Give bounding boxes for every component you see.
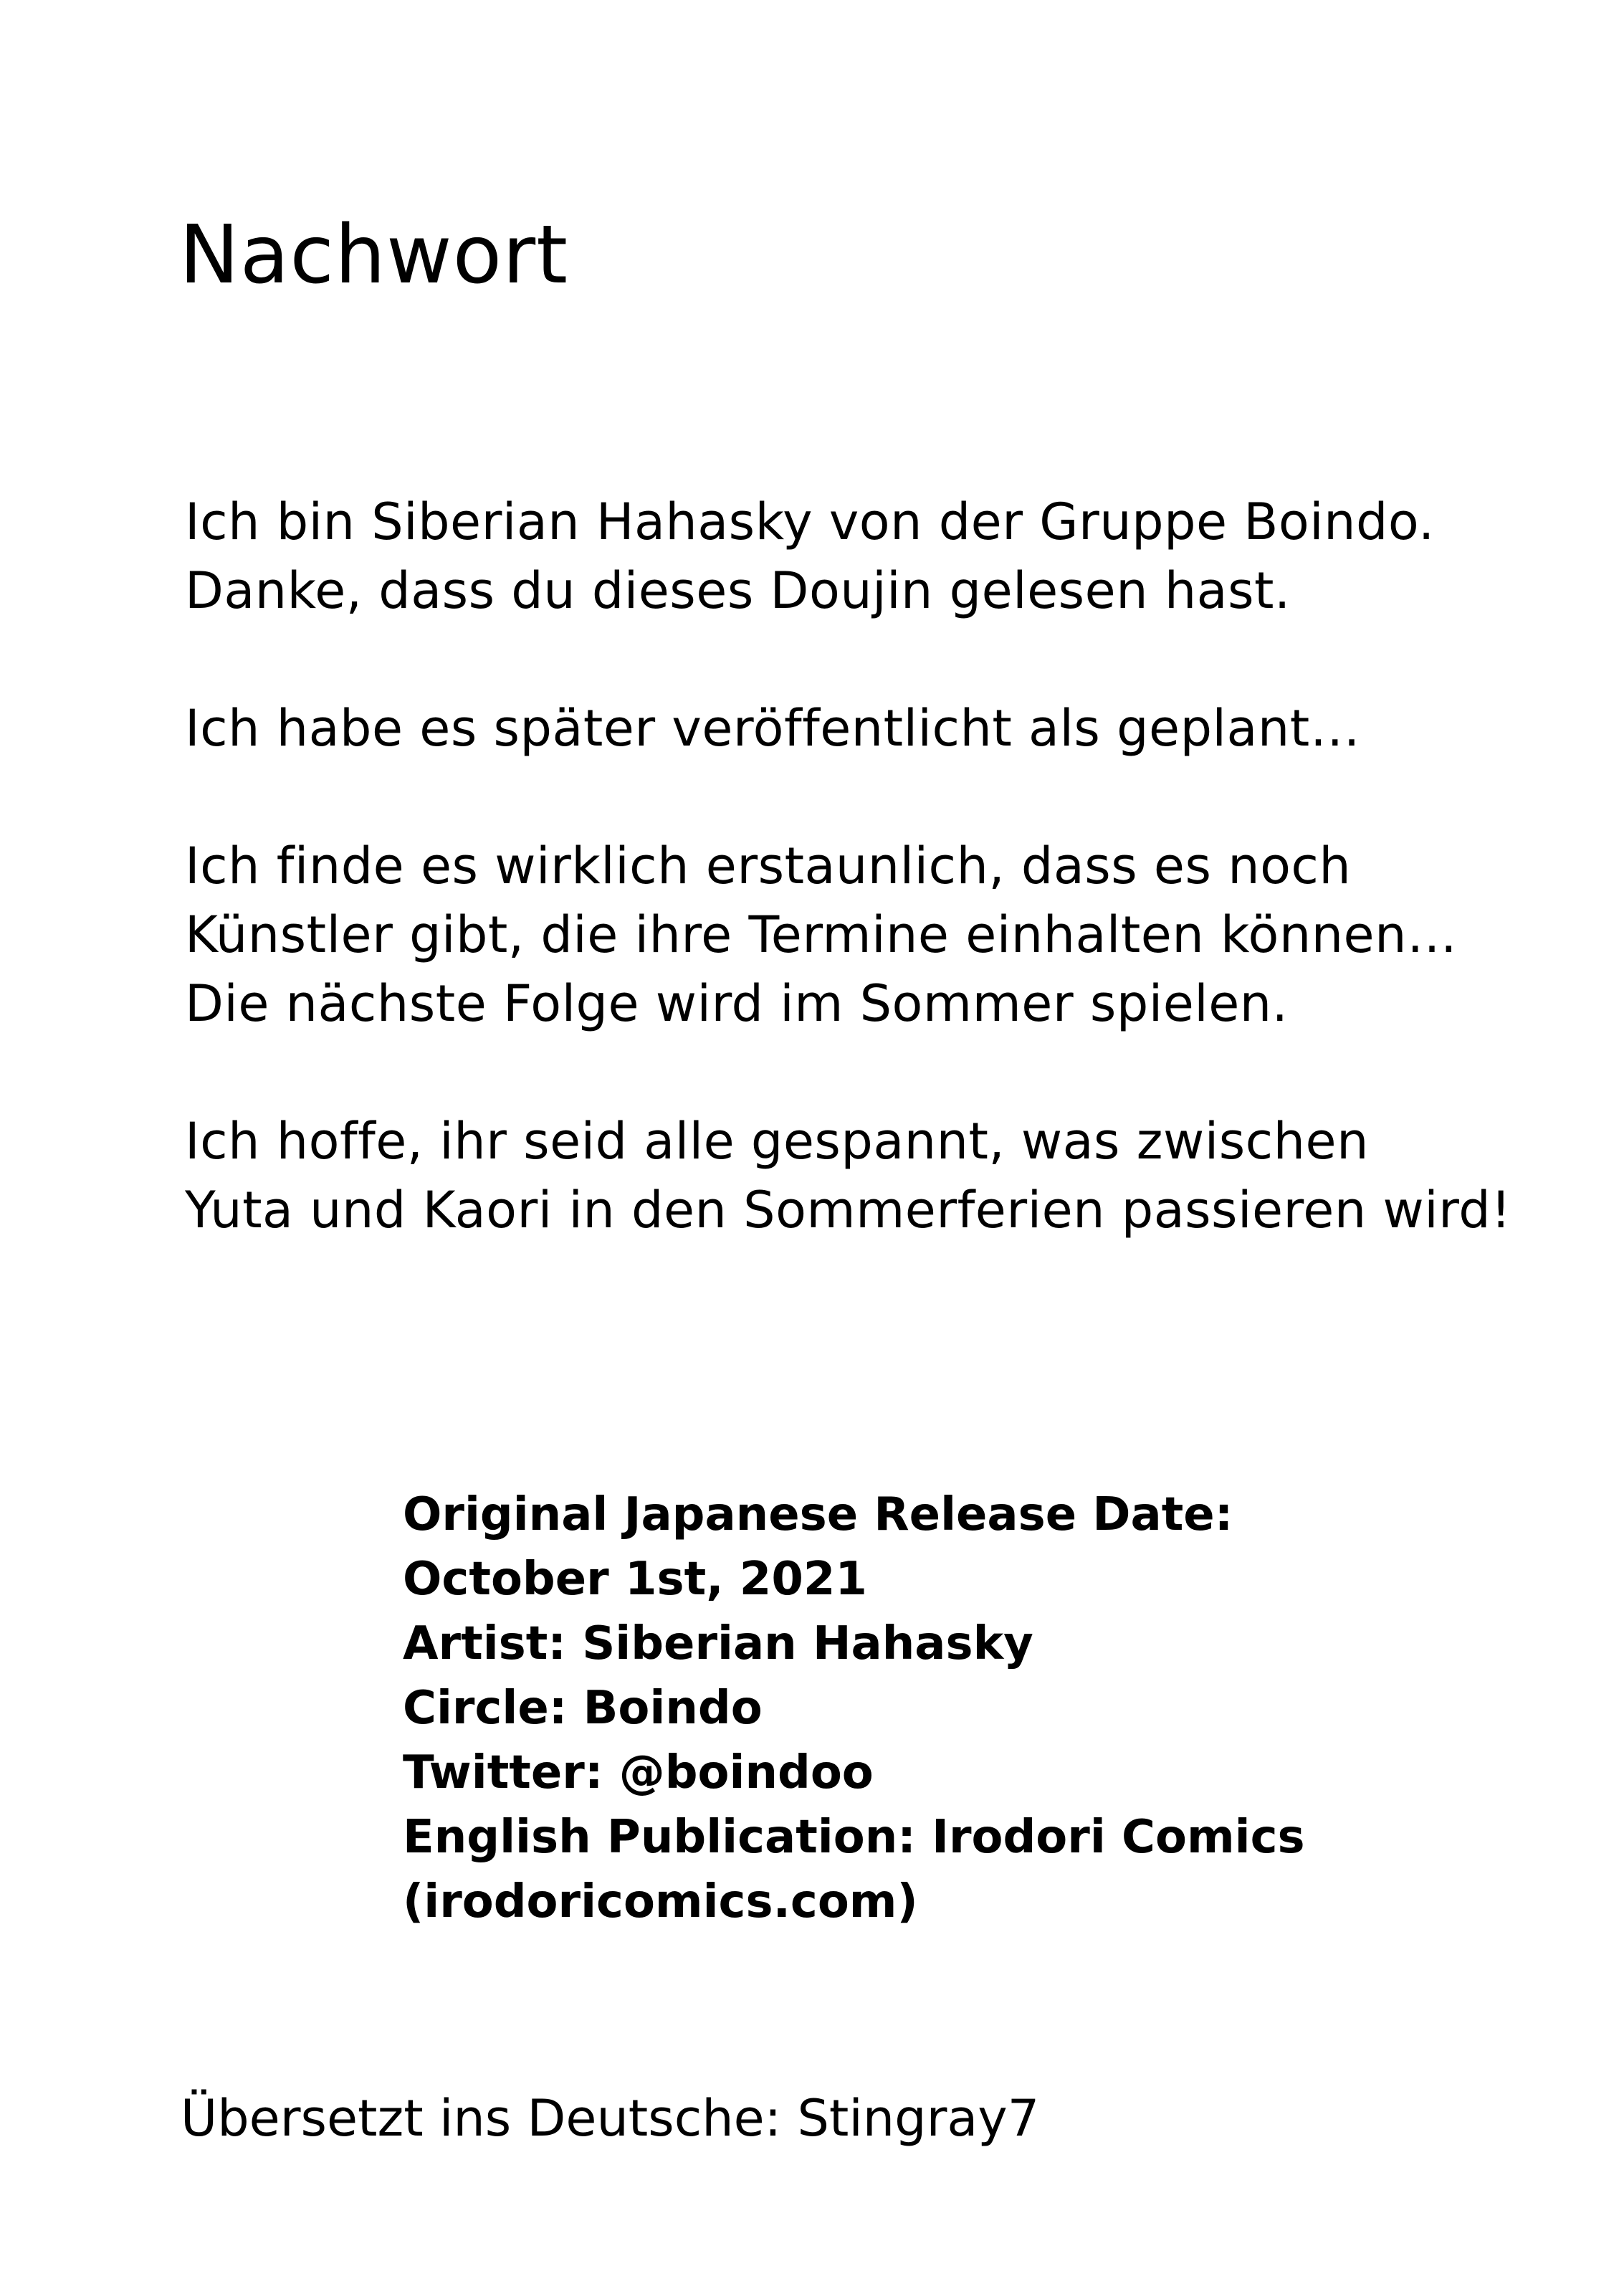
- paragraph-release-note: [185, 694, 1547, 763]
- credit-circle: Circle: Boindo: [403, 1682, 763, 1735]
- publication-credits: [403, 1482, 1305, 1934]
- paragraph-deadlines: [185, 832, 1547, 1038]
- text-line: Die nächste Folge wird im Sommer spielen.: [185, 974, 1289, 1033]
- text-line: Yuta und Kaori in den Sommerferien passieren wird!: [185, 1181, 1511, 1239]
- text-line: Ich hoffe, ihr seid alle gespannt, was zwischen: [185, 1112, 1369, 1171]
- paragraph-intro: [185, 487, 1547, 625]
- text-line: Ich habe es später veröffentlicht als geplant…: [185, 699, 1361, 758]
- credit-release-date: October 1st, 2021: [403, 1553, 867, 1606]
- credit-artist: Artist: Siberian Hahasky: [403, 1617, 1033, 1670]
- paragraph-outlook: [185, 1107, 1547, 1244]
- credit-twitter: Twitter: @boindoo: [403, 1746, 874, 1799]
- credit-website: (irodoricomics.com): [403, 1875, 918, 1928]
- text-line: Ich bin Siberian Hahasky von der Gruppe Boindo.: [185, 492, 1435, 551]
- afterword-body: [185, 487, 1547, 1313]
- credit-release-label: Original Japanese Release Date:: [403, 1488, 1233, 1541]
- text-line: Danke, dass du dieses Doujin gelesen hast.: [185, 561, 1291, 620]
- credit-english-publication: English Publication: Irodori Comics: [403, 1811, 1305, 1864]
- text-line: Ich finde es wirklich erstaunlich, dass es noch: [185, 837, 1352, 895]
- page-title: Nachwort: [179, 209, 569, 302]
- text-line: Künstler gibt, die ihre Termine einhalten können…: [185, 905, 1458, 964]
- translator-credit: Übersetzt ins Deutsche: Stingray7: [181, 2089, 1040, 2148]
